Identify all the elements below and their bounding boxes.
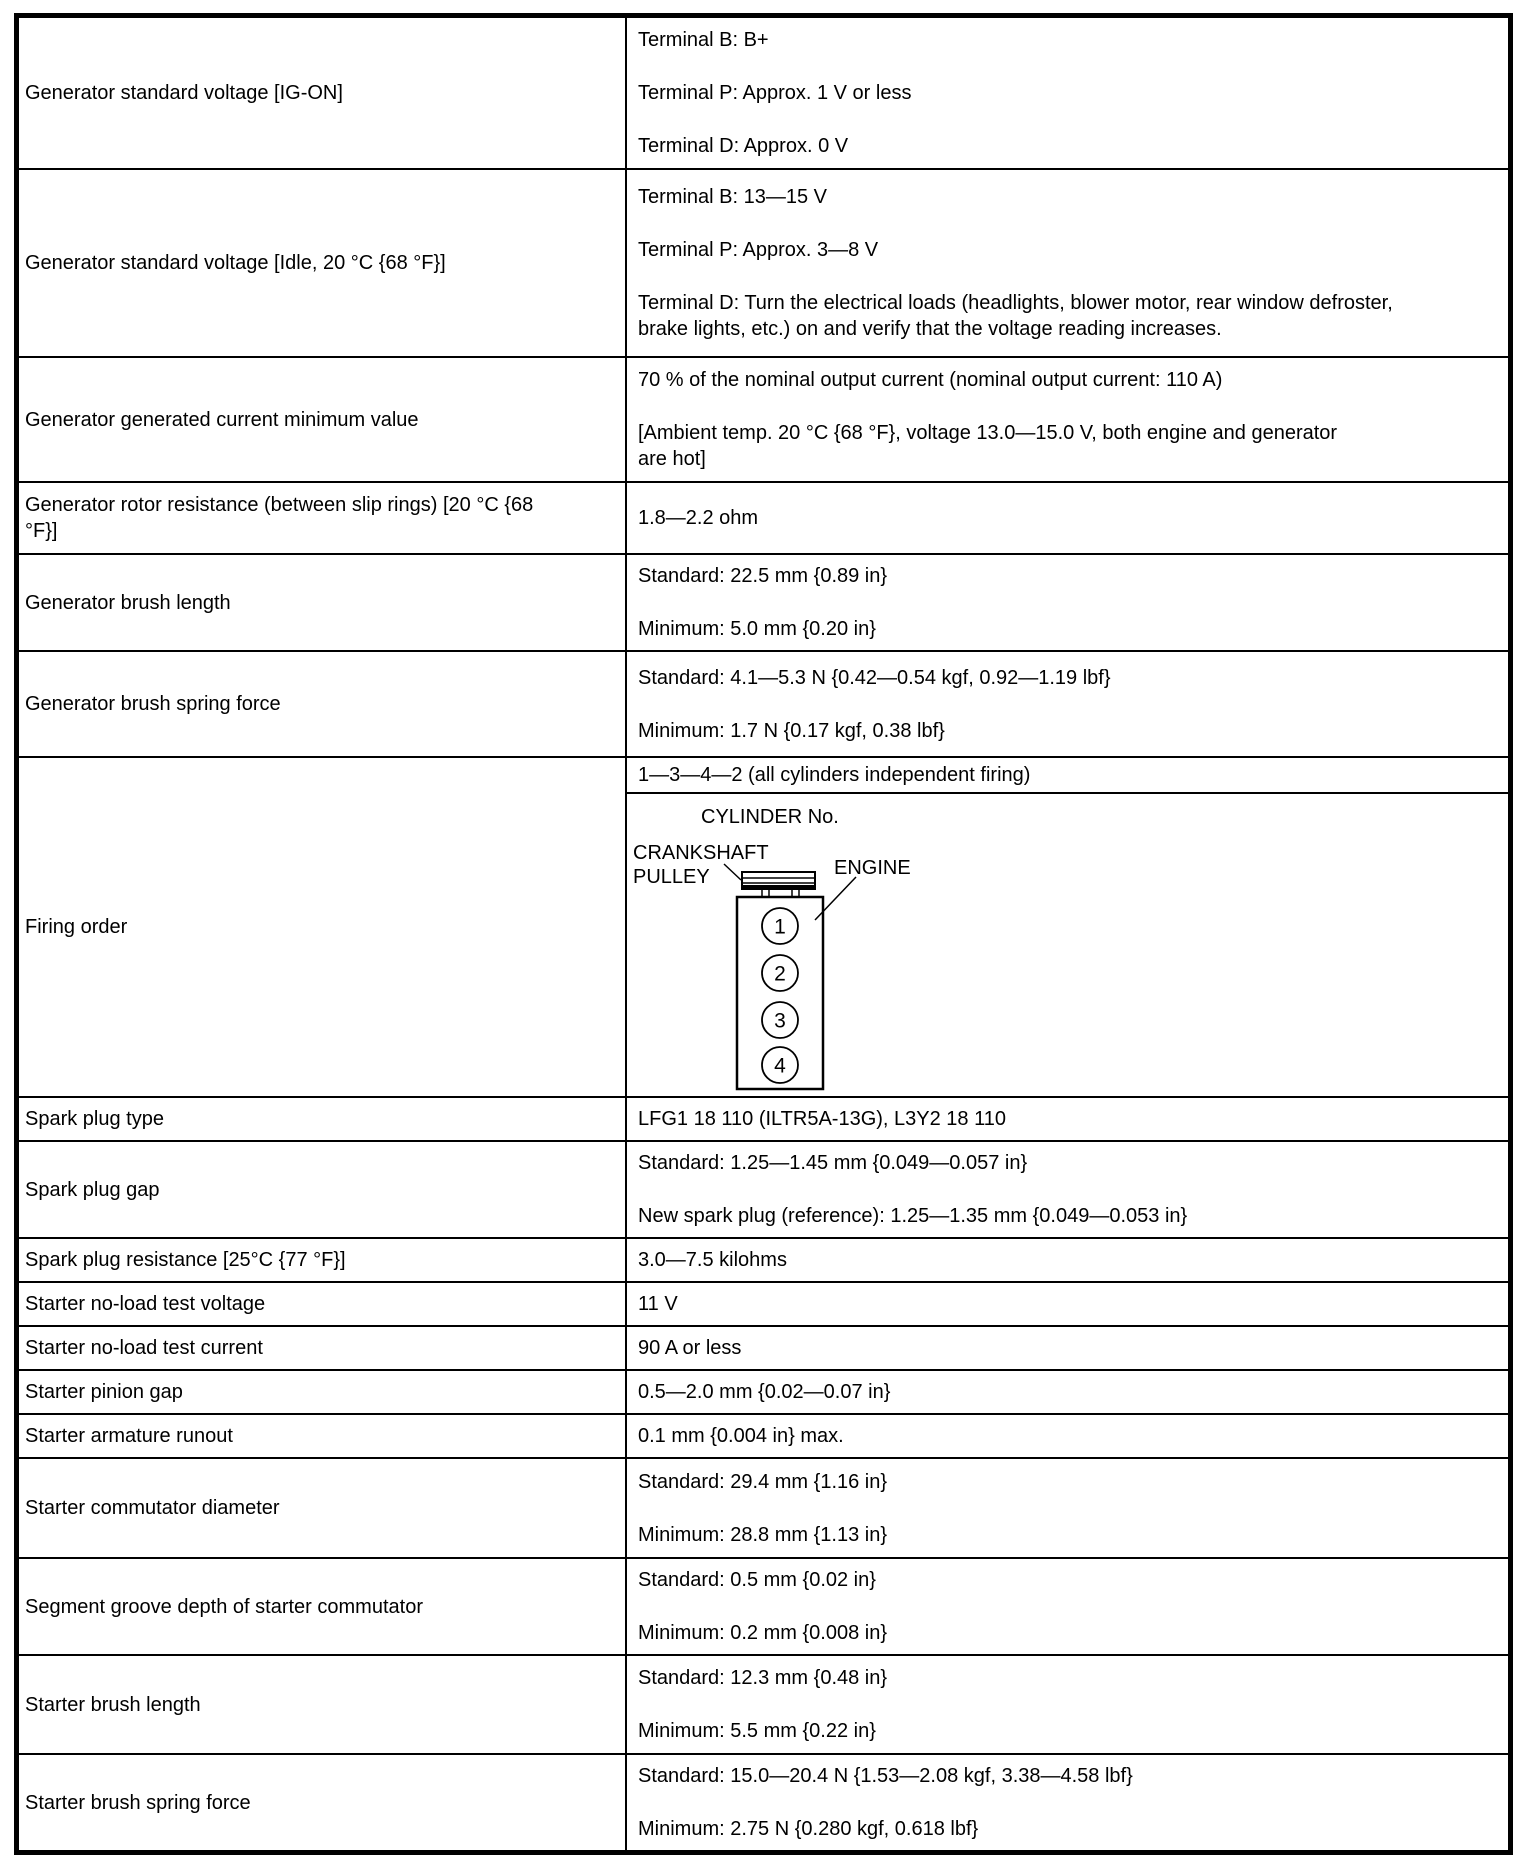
crankshaft-pulley-label: CRANKSHAFT <box>633 842 769 864</box>
spec-label-text: Starter armature runout <box>25 1425 233 1447</box>
cylinder-number: 4 <box>774 1054 786 1078</box>
spec-label-text: Starter commutator diameter <box>25 1497 280 1519</box>
engine-leader-line <box>815 877 856 920</box>
spec-value-text: Terminal P: Approx. 3—8 V <box>638 239 879 261</box>
spec-value-text: New spark plug (reference): 1.25—1.35 mm {0.049—0.053 in} <box>638 1205 1188 1227</box>
spec-value-text: Standard: 12.3 mm {0.48 in} <box>638 1667 888 1689</box>
table-row <box>19 358 1508 483</box>
spec-label-text: Generator standard voltage [Idle, 20 °C {68 °F}] <box>25 252 446 274</box>
row-value-cell <box>627 1559 1508 1654</box>
table-row <box>19 1459 1508 1559</box>
spec-value-text: [Ambient temp. 20 °C {68 °F}, voltage 13.0—15.0 V, both engine and generator are hot] <box>638 422 1338 470</box>
spec-value-text: Terminal D: Approx. 0 V <box>638 135 849 157</box>
row-label-cell <box>19 170 627 356</box>
spec-value-text: LFG1 18 110 (ILTR5A-13G), L3Y2 18 110 <box>638 1108 1006 1130</box>
table-row <box>19 1283 1508 1327</box>
engine-label: ENGINE <box>834 857 911 879</box>
table-row <box>19 1415 1508 1459</box>
spec-label-text: Generator brush spring force <box>25 693 281 715</box>
row-value-cell <box>627 1371 1508 1413</box>
cylinder-no-label: CYLINDER No. <box>701 806 839 828</box>
spec-value-text: Minimum: 2.75 N {0.280 kgf, 0.618 lbf} <box>638 1818 979 1840</box>
row-value-cell <box>627 1239 1508 1281</box>
table-row <box>19 652 1508 758</box>
cylinder-number: 2 <box>774 962 786 986</box>
spec-value-text: Minimum: 28.8 mm {1.13 in} <box>638 1523 887 1546</box>
table-row <box>19 555 1508 652</box>
row-label-cell <box>19 758 627 1096</box>
spec-value-text: 1.8—2.2 ohm <box>638 507 759 529</box>
firing-order-diagram <box>627 794 1508 1096</box>
spec-value-text: Minimum: 5.0 mm {0.20 in} <box>638 618 876 640</box>
spec-label-text: Segment groove depth of starter commutator <box>25 1595 423 1618</box>
engine-electrical-spec-table <box>14 13 1513 1855</box>
row-value-cell <box>627 1459 1508 1557</box>
spec-value-text: 0.1 mm {0.004 in} max. <box>638 1425 844 1447</box>
row-value-cell <box>627 1283 1508 1325</box>
spec-value-text: Standard: 4.1—5.3 N {0.42—0.54 kgf, 0.92—1.19 lbf} <box>638 666 1111 689</box>
row-label-cell <box>19 1459 627 1557</box>
row-value-cell <box>627 758 1508 1096</box>
spec-label-text: Firing order <box>25 916 128 938</box>
spec-value-text: Standard: 22.5 mm {0.89 in} <box>638 565 888 587</box>
spec-value-text: Terminal B: B+ <box>638 29 769 51</box>
row-label-cell <box>19 483 627 553</box>
spec-value-text: Terminal B: 13—15 V <box>638 186 827 208</box>
row-value-cell <box>627 1656 1508 1753</box>
row-value-cell <box>627 1142 1508 1237</box>
spec-value-text: Minimum: 5.5 mm {0.22 in} <box>638 1720 876 1742</box>
row-value-cell <box>627 170 1508 356</box>
spec-label-text: Starter no-load test current <box>25 1337 263 1359</box>
row-label-cell <box>19 1327 627 1369</box>
table-row <box>19 1559 1508 1656</box>
spec-value-text: 0.5—2.0 mm {0.02—0.07 in} <box>638 1381 891 1403</box>
row-label-cell <box>19 1098 627 1140</box>
cylinder-number: 3 <box>774 1009 786 1033</box>
spec-label-text: Starter no-load test voltage <box>25 1293 266 1315</box>
spec-value-text: Terminal D: Turn the electrical loads (headlights, blower motor, rear window defroster, brake lights, etc.) on and verify that the voltage reading increases. <box>638 292 1393 340</box>
row-value-cell <box>627 1755 1508 1850</box>
spec-value-text: Standard: 29.4 mm {1.16 in} <box>638 1470 888 1493</box>
row-value-cell <box>627 1415 1508 1457</box>
row-label-cell <box>19 1559 627 1654</box>
row-label-cell <box>19 555 627 650</box>
row-label-cell <box>19 1755 627 1850</box>
spec-label-text: Spark plug gap <box>25 1178 160 1201</box>
spec-label-text: Generator brush length <box>25 591 231 614</box>
table-row <box>19 1142 1508 1239</box>
table-row <box>19 18 1508 170</box>
spec-value-text: Standard: 1.25—1.45 mm {0.049—0.057 in} <box>638 1152 1028 1174</box>
spec-value-text: Standard: 15.0—20.4 N {1.53—2.08 kgf, 3.38—4.58 lbf} <box>638 1765 1133 1787</box>
firing-order-sequence: 1—3—4—2 (all cylinders independent firing) <box>627 758 1508 794</box>
row-value-cell <box>627 1098 1508 1140</box>
spec-label-text: Starter pinion gap <box>25 1381 183 1403</box>
table-row <box>19 1755 1508 1850</box>
engine-diagram-graphic <box>627 794 1508 1096</box>
firing-order-row <box>19 758 1508 1098</box>
spec-label-text: Generator rotor resistance (between slip rings) [20 °C {68 °F}] <box>25 494 534 542</box>
spec-value-text: 3.0—7.5 kilohms <box>638 1249 787 1271</box>
spec-label-text: Starter brush spring force <box>25 1791 251 1814</box>
table-row <box>19 1327 1508 1371</box>
spec-value-text: 70 % of the nominal output current (nominal output current: 110 A) <box>638 369 1223 391</box>
cylinder-number: 1 <box>774 915 786 939</box>
row-label-cell <box>19 1283 627 1325</box>
row-label-cell <box>19 1142 627 1237</box>
table-row <box>19 1371 1508 1415</box>
crankshaft-pulley-label: PULLEY <box>633 866 710 888</box>
table-row <box>19 1656 1508 1755</box>
spec-value-text: Minimum: 0.2 mm {0.008 in} <box>638 1622 887 1644</box>
row-label-cell <box>19 1656 627 1753</box>
row-value-cell <box>627 1327 1508 1369</box>
table-row <box>19 1239 1508 1283</box>
spec-value-text: 90 A or less <box>638 1337 742 1359</box>
row-label-cell <box>19 358 627 481</box>
table-row <box>19 1098 1508 1142</box>
spec-label-text: Generator standard voltage [IG-ON] <box>25 82 343 104</box>
spec-label-text: Spark plug type <box>25 1108 164 1130</box>
row-value-cell <box>627 483 1508 553</box>
table-row <box>19 483 1508 555</box>
row-label-cell <box>19 18 627 168</box>
table-row <box>19 170 1508 358</box>
row-label-cell <box>19 1239 627 1281</box>
spec-value-text: Terminal P: Approx. 1 V or less <box>638 82 912 104</box>
spec-value-text: 11 V <box>638 1293 678 1315</box>
spec-value-text: Standard: 0.5 mm {0.02 in} <box>638 1569 876 1591</box>
row-label-cell <box>19 1371 627 1413</box>
row-value-cell <box>627 652 1508 756</box>
spec-label-text: Starter brush length <box>25 1693 201 1716</box>
row-value-cell <box>627 555 1508 650</box>
spec-label-text: Generator generated current minimum value <box>25 408 419 431</box>
row-value-cell <box>627 358 1508 481</box>
row-label-cell <box>19 1415 627 1457</box>
row-value-cell <box>627 18 1508 168</box>
spec-label-text: Spark plug resistance [25°C {77 °F}] <box>25 1249 346 1271</box>
row-label-cell <box>19 652 627 756</box>
pulley-leader-line <box>724 864 741 880</box>
spec-value-text: Minimum: 1.7 N {0.17 kgf, 0.38 lbf} <box>638 719 945 742</box>
